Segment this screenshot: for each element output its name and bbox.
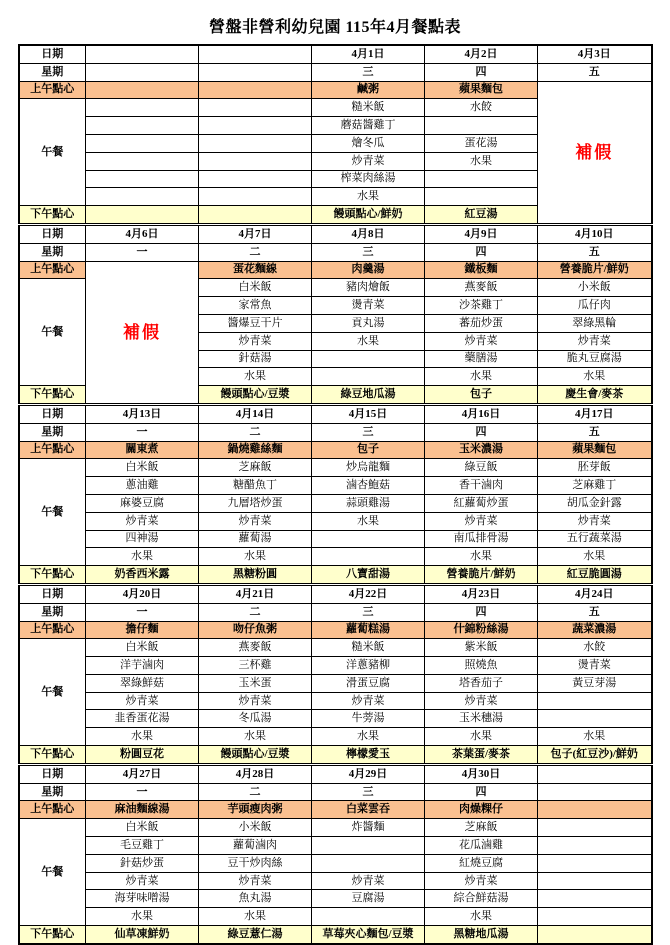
date-cell: 4月20日	[86, 584, 199, 603]
lunch-cell: 白米飯	[86, 639, 199, 657]
lunch-cell: 翠綠鮮菇	[86, 674, 199, 692]
row-label-am-snack: 上午點心	[19, 801, 86, 819]
am-snack-cell: 肉燥粿仔	[425, 801, 538, 819]
lunch-cell	[86, 134, 199, 152]
lunch-cell: 魚丸湯	[199, 890, 312, 908]
lunch-cell: 海芽味噌湯	[86, 890, 199, 908]
weekday-cell: 一	[86, 783, 199, 801]
am-snack-cell: 麻油麵線湯	[86, 801, 199, 819]
date-cell: 4月24日	[538, 584, 652, 603]
row-label-weekday: 星期	[19, 603, 86, 621]
lunch-cell: 水果	[312, 512, 425, 530]
lunch-cell: 水果	[538, 368, 652, 386]
lunch-cell	[199, 117, 312, 135]
am-snack-cell: 擔仔麵	[86, 621, 199, 639]
lunch-cell: 水果	[312, 188, 425, 206]
lunch-cell: 小米飯	[538, 279, 652, 297]
date-cell: 4月29日	[312, 764, 425, 783]
row-label-pm-snack: 下午點心	[19, 386, 86, 405]
weekday-cell	[199, 63, 312, 81]
lunch-cell: 針菇炒蛋	[86, 854, 199, 872]
pm-snack-cell: 奶香西米露	[86, 566, 199, 585]
lunch-cell: 炒青菜	[199, 872, 312, 890]
lunch-cell: 炒青菜	[425, 512, 538, 530]
lunch-cell: 燙青菜	[312, 297, 425, 315]
lunch-cell: 小米飯	[199, 819, 312, 837]
lunch-cell: 蒜頭雞湯	[312, 494, 425, 512]
lunch-cell: 塔香茄子	[425, 674, 538, 692]
lunch-cell: 糖醋魚丁	[199, 477, 312, 495]
lunch-cell: 芝麻飯	[425, 819, 538, 837]
am-snack-cell: 鍋燒雞絲麵	[199, 441, 312, 459]
lunch-cell	[538, 692, 652, 710]
lunch-cell: 炒青菜	[425, 692, 538, 710]
lunch-cell: 南瓜排骨湯	[425, 530, 538, 548]
row-label-am-snack: 上午點心	[19, 81, 86, 99]
lunch-cell	[199, 170, 312, 188]
lunch-cell: 炒青菜	[312, 152, 425, 170]
lunch-cell: 綜合鮮菇湯	[425, 890, 538, 908]
lunch-cell: 水餃	[425, 99, 538, 117]
lunch-cell: 五行蔬菜湯	[538, 530, 652, 548]
weekday-cell: 一	[86, 243, 199, 261]
lunch-cell: 榨菜肉絲湯	[312, 170, 425, 188]
lunch-cell: 水果	[425, 548, 538, 566]
lunch-cell	[86, 188, 199, 206]
lunch-cell: 蛋花湯	[425, 134, 538, 152]
weekday-cell: 五	[538, 423, 652, 441]
am-snack-cell: 蘿蔔糕湯	[312, 621, 425, 639]
weekday-cell: 五	[538, 243, 652, 261]
lunch-cell: 脆丸豆腐湯	[538, 350, 652, 368]
lunch-cell: 水果	[312, 332, 425, 350]
lunch-cell: 胡瓜金針露	[538, 494, 652, 512]
row-label-lunch: 午餐	[19, 819, 86, 926]
am-snack-cell	[199, 81, 312, 99]
date-cell: 4月30日	[425, 764, 538, 783]
lunch-cell	[538, 710, 652, 728]
lunch-cell	[538, 890, 652, 908]
page-title: 營盤非營利幼兒園 115年4月餐點表	[208, 19, 462, 36]
lunch-cell: 蘿蔔滷肉	[199, 837, 312, 855]
am-snack-cell: 芋頭瘦肉粥	[199, 801, 312, 819]
lunch-cell: 冬瓜湯	[199, 710, 312, 728]
lunch-cell: 炒青菜	[86, 872, 199, 890]
lunch-cell: 洋芋滷肉	[86, 657, 199, 675]
lunch-cell: 糙米飯	[312, 99, 425, 117]
lunch-cell: 毛豆雞丁	[86, 837, 199, 855]
date-cell: 4月3日	[538, 45, 652, 63]
lunch-cell	[425, 188, 538, 206]
weekday-cell: 一	[86, 423, 199, 441]
lunch-cell: 豬肉燴飯	[312, 279, 425, 297]
lunch-cell: 蔥油雞	[86, 477, 199, 495]
weekday-cell: 三	[312, 603, 425, 621]
lunch-cell: 豆干炒肉絲	[199, 854, 312, 872]
lunch-cell: 蕃茄炒蛋	[425, 314, 538, 332]
lunch-cell	[538, 908, 652, 926]
row-label-weekday: 星期	[19, 243, 86, 261]
lunch-cell	[312, 530, 425, 548]
weekday-cell: 一	[86, 603, 199, 621]
lunch-cell: 炒青菜	[425, 332, 538, 350]
weekday-cell: 四	[425, 783, 538, 801]
pm-snack-cell: 紅豆脆圓湯	[538, 566, 652, 585]
lunch-cell: 白米飯	[86, 459, 199, 477]
weekday-cell: 二	[199, 603, 312, 621]
row-label-date: 日期	[19, 764, 86, 783]
pm-snack-cell: 饅頭點心/豆漿	[199, 386, 312, 405]
row-label-am-snack: 上午點心	[19, 621, 86, 639]
lunch-cell: 瓜仔肉	[538, 297, 652, 315]
row-label-am-snack: 上午點心	[19, 261, 86, 279]
row-label-pm-snack: 下午點心	[19, 926, 86, 944]
weekday-cell	[86, 63, 199, 81]
lunch-cell	[312, 368, 425, 386]
row-label-pm-snack: 下午點心	[19, 566, 86, 585]
lunch-cell: 四神湯	[86, 530, 199, 548]
am-snack-cell	[86, 81, 199, 99]
lunch-cell	[538, 854, 652, 872]
am-snack-cell: 玉米濃湯	[425, 441, 538, 459]
weekday-cell	[538, 783, 652, 801]
pm-snack-cell: 包子(紅豆沙)/鮮奶	[538, 746, 652, 765]
weekday-cell: 三	[312, 783, 425, 801]
lunch-cell: 水果	[538, 548, 652, 566]
lunch-cell	[199, 134, 312, 152]
pm-snack-cell	[86, 206, 199, 225]
am-snack-cell: 蘋果麵包	[425, 81, 538, 99]
lunch-cell	[199, 188, 312, 206]
lunch-cell: 白米飯	[86, 819, 199, 837]
lunch-cell	[312, 854, 425, 872]
lunch-cell: 紫米飯	[425, 639, 538, 657]
lunch-cell: 水果	[199, 728, 312, 746]
row-label-weekday: 星期	[19, 783, 86, 801]
lunch-cell: 洋蔥豬柳	[312, 657, 425, 675]
lunch-cell: 炒烏龍麵	[312, 459, 425, 477]
date-cell: 4月17日	[538, 404, 652, 423]
lunch-cell: 水果	[199, 548, 312, 566]
pm-snack-cell: 八寶甜湯	[312, 566, 425, 585]
lunch-cell: 綠豆飯	[425, 459, 538, 477]
row-label-lunch: 午餐	[19, 459, 86, 566]
weekday-cell: 四	[425, 423, 538, 441]
lunch-cell	[312, 548, 425, 566]
pm-snack-cell: 檸檬愛玉	[312, 746, 425, 765]
lunch-cell: 水果	[538, 728, 652, 746]
lunch-cell: 照燒魚	[425, 657, 538, 675]
lunch-cell: 黃豆芽湯	[538, 674, 652, 692]
date-cell: 4月1日	[312, 45, 425, 63]
lunch-cell: 燴冬瓜	[312, 134, 425, 152]
lunch-cell: 貢丸湯	[312, 314, 425, 332]
lunch-cell: 滑蛋豆腐	[312, 674, 425, 692]
pm-snack-cell: 粉圓豆花	[86, 746, 199, 765]
am-snack-cell: 白菜雲吞	[312, 801, 425, 819]
meal-table	[18, 44, 653, 945]
lunch-cell	[86, 99, 199, 117]
pm-snack-cell: 營養脆片/鮮奶	[425, 566, 538, 585]
row-label-lunch: 午餐	[19, 639, 86, 746]
pm-snack-cell	[199, 206, 312, 225]
weekday-cell: 三	[312, 243, 425, 261]
lunch-cell	[425, 117, 538, 135]
lunch-cell: 水果	[425, 152, 538, 170]
lunch-cell: 炒青菜	[199, 332, 312, 350]
date-cell: 4月21日	[199, 584, 312, 603]
row-label-date: 日期	[19, 45, 86, 63]
lunch-cell: 水果	[425, 368, 538, 386]
am-snack-cell: 什錦粉絲湯	[425, 621, 538, 639]
lunch-cell: 炒青菜	[312, 692, 425, 710]
lunch-cell: 麻婆豆腐	[86, 494, 199, 512]
pm-snack-cell: 包子	[425, 386, 538, 405]
row-label-weekday: 星期	[19, 423, 86, 441]
am-snack-cell: 吻仔魚粥	[199, 621, 312, 639]
weekday-cell: 四	[425, 243, 538, 261]
lunch-cell: 炒青菜	[199, 512, 312, 530]
row-label-date: 日期	[19, 584, 86, 603]
date-cell	[538, 764, 652, 783]
row-label-lunch: 午餐	[19, 279, 86, 386]
lunch-cell: 紅燒豆腐	[425, 854, 538, 872]
lunch-cell: 翠綠黑輪	[538, 314, 652, 332]
lunch-cell: 水果	[86, 548, 199, 566]
row-label-pm-snack: 下午點心	[19, 746, 86, 765]
lunch-cell: 燕麥飯	[199, 639, 312, 657]
am-snack-cell: 蘋果麵包	[538, 441, 652, 459]
date-cell: 4月23日	[425, 584, 538, 603]
am-snack-cell: 鐵板麵	[425, 261, 538, 279]
lunch-cell: 針菇湯	[199, 350, 312, 368]
pm-snack-cell: 黑糖地瓜湯	[425, 926, 538, 944]
lunch-cell	[312, 837, 425, 855]
weekday-cell: 二	[199, 243, 312, 261]
pm-snack-cell: 綠豆薏仁湯	[199, 926, 312, 944]
lunch-cell	[86, 117, 199, 135]
lunch-cell: 玉米蛋	[199, 674, 312, 692]
date-cell: 4月27日	[86, 764, 199, 783]
lunch-cell: 燕麥飯	[425, 279, 538, 297]
date-cell: 4月28日	[199, 764, 312, 783]
lunch-cell: 滷杏鮑菇	[312, 477, 425, 495]
lunch-cell: 藥膳湯	[425, 350, 538, 368]
am-snack-cell: 蛋花麵線	[199, 261, 312, 279]
date-cell: 4月22日	[312, 584, 425, 603]
date-cell: 4月13日	[86, 404, 199, 423]
lunch-cell: 水餃	[538, 639, 652, 657]
lunch-cell	[199, 99, 312, 117]
lunch-cell: 白米飯	[199, 279, 312, 297]
lunch-cell	[312, 350, 425, 368]
lunch-cell: 三杯雞	[199, 657, 312, 675]
lunch-cell: 牛蒡湯	[312, 710, 425, 728]
lunch-cell: 豆腐湯	[312, 890, 425, 908]
date-cell: 4月15日	[312, 404, 425, 423]
weekday-cell: 四	[425, 63, 538, 81]
lunch-cell: 醬爆豆干片	[199, 314, 312, 332]
lunch-cell: 炒青菜	[199, 692, 312, 710]
pm-snack-cell: 饅頭點心/鮮奶	[312, 206, 425, 225]
am-snack-cell: 肉羹湯	[312, 261, 425, 279]
date-cell: 4月2日	[425, 45, 538, 63]
pm-snack-cell: 綠豆地瓜湯	[312, 386, 425, 405]
date-cell: 4月7日	[199, 224, 312, 243]
pm-snack-cell: 仙草凍鮮奶	[86, 926, 199, 944]
lunch-cell	[425, 170, 538, 188]
am-snack-cell: 鹹粥	[312, 81, 425, 99]
lunch-cell	[538, 837, 652, 855]
pm-snack-cell: 草莓夾心麵包/豆漿	[312, 926, 425, 944]
lunch-cell: 家常魚	[199, 297, 312, 315]
lunch-cell	[199, 152, 312, 170]
am-snack-cell: 蔬菜濃湯	[538, 621, 652, 639]
date-cell: 4月10日	[538, 224, 652, 243]
row-label-am-snack: 上午點心	[19, 441, 86, 459]
weekday-cell: 四	[425, 603, 538, 621]
lunch-cell: 炒青菜	[312, 872, 425, 890]
weekday-cell: 五	[538, 63, 652, 81]
date-cell: 4月9日	[425, 224, 538, 243]
lunch-cell: 炒青菜	[538, 512, 652, 530]
weekday-cell: 二	[199, 423, 312, 441]
lunch-cell	[538, 819, 652, 837]
lunch-cell: 炸醬麵	[312, 819, 425, 837]
lunch-cell	[312, 908, 425, 926]
weekday-cell: 五	[538, 603, 652, 621]
am-snack-cell	[538, 801, 652, 819]
lunch-cell: 炒青菜	[86, 692, 199, 710]
pm-snack-cell: 茶葉蛋/麥茶	[425, 746, 538, 765]
row-label-pm-snack: 下午點心	[19, 206, 86, 225]
lunch-cell: 紅蘿蔔炒蛋	[425, 494, 538, 512]
lunch-cell: 炒青菜	[538, 332, 652, 350]
am-snack-cell: 關東煮	[86, 441, 199, 459]
lunch-cell: 花瓜滷雞	[425, 837, 538, 855]
pm-snack-cell: 慶生會/麥茶	[538, 386, 652, 405]
lunch-cell: 胚芽飯	[538, 459, 652, 477]
lunch-cell: 水果	[86, 728, 199, 746]
lunch-cell: 沙茶雞丁	[425, 297, 538, 315]
lunch-cell: 燙青菜	[538, 657, 652, 675]
row-label-lunch: 午餐	[19, 99, 86, 206]
date-cell	[86, 45, 199, 63]
row-label-weekday: 星期	[19, 63, 86, 81]
row-label-date: 日期	[19, 224, 86, 243]
lunch-cell: 炒青菜	[86, 512, 199, 530]
am-snack-cell: 包子	[312, 441, 425, 459]
lunch-cell: 香干滷肉	[425, 477, 538, 495]
holiday-cell: 補假	[538, 81, 652, 224]
weekday-cell: 二	[199, 783, 312, 801]
lunch-cell: 玉米穗湯	[425, 710, 538, 728]
lunch-cell: 水果	[199, 908, 312, 926]
date-cell: 4月14日	[199, 404, 312, 423]
pm-snack-cell: 黑糖粉圓	[199, 566, 312, 585]
lunch-cell: 水果	[86, 908, 199, 926]
weekday-cell: 三	[312, 423, 425, 441]
lunch-cell: 九層塔炒蛋	[199, 494, 312, 512]
lunch-cell: 水果	[312, 728, 425, 746]
lunch-cell	[538, 872, 652, 890]
date-cell: 4月6日	[86, 224, 199, 243]
pm-snack-cell: 饅頭點心/豆漿	[199, 746, 312, 765]
row-label-date: 日期	[19, 404, 86, 423]
lunch-cell: 蘑菇醬雞丁	[312, 117, 425, 135]
date-cell: 4月16日	[425, 404, 538, 423]
holiday-cell: 補假	[86, 261, 199, 404]
date-cell: 4月8日	[312, 224, 425, 243]
lunch-cell: 蘿蔔湯	[199, 530, 312, 548]
lunch-cell: 水果	[425, 908, 538, 926]
lunch-cell	[86, 152, 199, 170]
lunch-cell: 芝麻雞丁	[538, 477, 652, 495]
lunch-cell: 糙米飯	[312, 639, 425, 657]
lunch-cell: 水果	[425, 728, 538, 746]
weekday-cell: 三	[312, 63, 425, 81]
lunch-cell: 韭香蛋花湯	[86, 710, 199, 728]
lunch-cell: 水果	[199, 368, 312, 386]
lunch-cell: 芝麻飯	[199, 459, 312, 477]
lunch-cell	[86, 170, 199, 188]
date-cell	[199, 45, 312, 63]
pm-snack-cell	[538, 926, 652, 944]
am-snack-cell: 營養脆片/鮮奶	[538, 261, 652, 279]
lunch-cell: 炒青菜	[425, 872, 538, 890]
pm-snack-cell: 紅豆湯	[425, 206, 538, 225]
